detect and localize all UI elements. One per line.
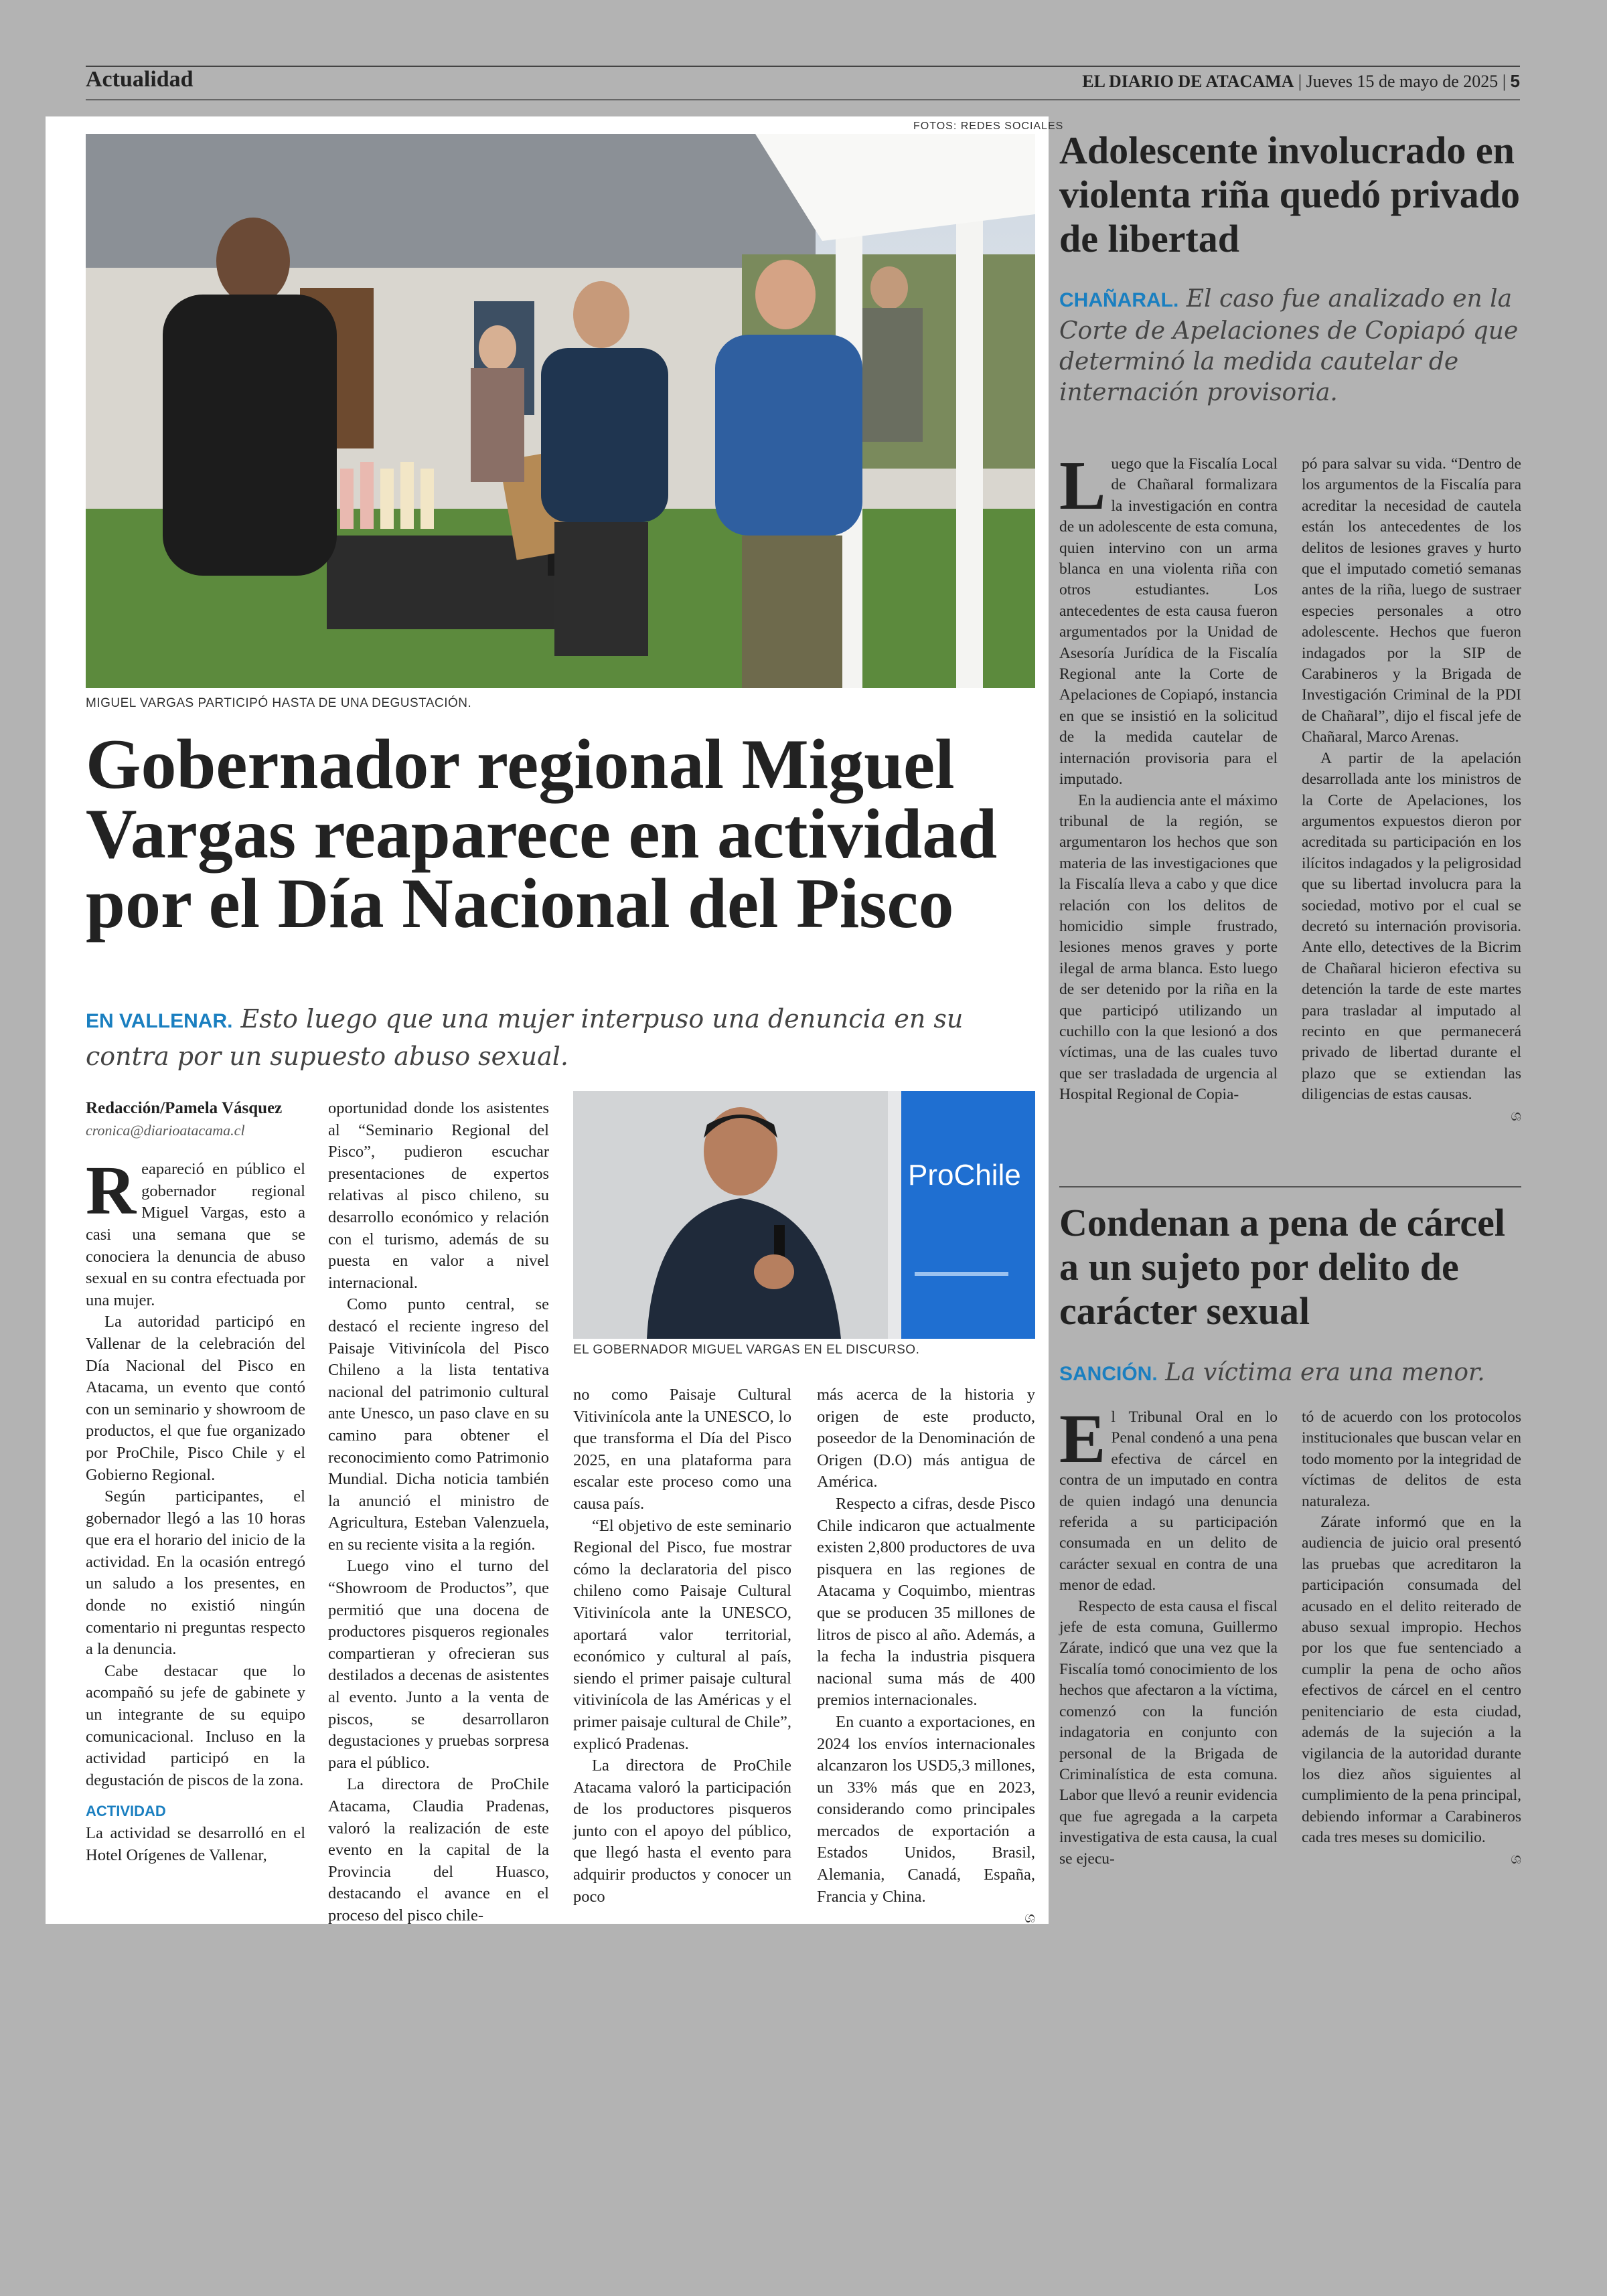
article3-lead — [1059, 1358, 1521, 1390]
byline-email: cronica@diarioatacama.cl — [86, 1121, 245, 1139]
dropcap: R — [86, 1152, 137, 1230]
paragraph: l Tribunal Oral en lo Penal condenó a una pena efectiva de cárcel en contra de un imputado en contra de quien indagó una denuncia referida a su participación consumada en un delito de carácter sexual en contra de una menor de edad. — [1059, 1408, 1278, 1594]
main-headline: Gobernador regional Miguel Vargas reaparece en actividad por el Día Nacional del Pisco — [86, 725, 998, 942]
header-bottom-rule — [86, 99, 1520, 100]
paragraph: Según participantes, el gobernador llegó a las 10 horas que era el horario del inicio de la actividad. En la ocasión entregó un saludo a los presentes, en donde no existió ningún comentario ni preguntas respecto a la denuncia. — [86, 1487, 305, 1659]
page-number: 5 — [1510, 71, 1520, 91]
section-label: Actualidad — [86, 67, 194, 92]
paragraph: A partir de la apelación desarrollada ante los ministros de la Corte de Apelaciones, los argumentos expuestos dieron por acreditada su participación en los ilícitos indagados y la peligrosidad que su libertad involucra para la sociedad, motivo por el cual se decretó su internación provisoria. Ante ello, detectives de la Bicrim de Chañaral hicieron efectiva su detención la tarde de este martes para trasladar al imputado al recinto en que permanecerá privado de libertad durante el plazo que se extiendan las diligencias de estas causas. — [1302, 749, 1521, 1104]
article2-col-2 — [1302, 454, 1521, 1127]
paragraph: La directora de ProChile Atacama valoró la participación de los productores pisqueros junto con el apoyo del público, que llegó hasta el evento para adquirir productos y conocer un poco — [573, 1756, 791, 1906]
tasting-photo-illustration — [86, 134, 1035, 688]
paragraph: Respecto a cifras, desde Pisco Chile indicaron que actualmente existen 2,800 productores de uva pisquera en las regiones de Atacama y Coquimbo, mientras que se producen 35 millones de litros de pisco al año. Además, a la fecha la industria pisquera nacional suma más de 400 premios internacionales. — [817, 1494, 1035, 1710]
main-lead-text: Esto luego que una mujer interpuso una denuncia en su contra por un supuesto abuso sexual. — [86, 1004, 964, 1071]
article2-lead — [1059, 284, 1521, 408]
paragraph: La directora de ProChile Atacama, Claudia Pradenas, valoró la realización de este evento en la capital de la Provincia del Huasco, destacando el avance en el proceso del pisco chile- — [328, 1775, 549, 1924]
article-divider — [1059, 1186, 1521, 1187]
paragraph: La autoridad participó en Vallenar de la celebración del Día Nacional del Pisco en Atacama, un evento que contó con un seminario y showroom de productos, el que fue organizado por ProChile, Pisco Chile y el Gobierno Regional. — [86, 1313, 305, 1484]
paragraph: Respecto de esta causa el fiscal jefe de esta comuna, Guillermo Zárate, indicó que una vez que la Fiscalía tomó conocimiento de los hechos que afectaron a la víctima, comenzó con la función indagatoria en conjunto con personal de la Brigada de Criminalística de esta comuna. Labor que llevó a reunir evidencia que fue agregada a la carpeta investigativa de esta causa, la cual se ejecu- — [1059, 1597, 1278, 1868]
paragraph: tó de acuerdo con los protocolos institucionales que buscan velar en todo momento por la integridad de víctimas de delitos de esta naturaleza. — [1302, 1408, 1521, 1510]
article3-kicker: SANCIÓN. — [1059, 1363, 1158, 1385]
article3-lead-text: La víctima era una menor. — [1165, 1359, 1485, 1386]
photo-credit: FOTOS: REDES SOCIALES — [913, 120, 1064, 132]
paragraph: Zárate informó que en la audiencia de juicio oral presentó las pruebas que acreditaron la participación consumada del acusado en el delito reiterado de abuso sexual impropio. Hechos por los que fue sentenciado a cumplir la pena de ocho años efectivos de cárcel en el centro penitenciario de esta ciudad, además de la sujeción a la vigilancia de la autoridad durante los diez años siguientes al cumplimiento de la pena principal, debiendo informar a Carabineros cada tres meses su domicilio. — [1302, 1513, 1521, 1847]
paragraph: En la audiencia ante el máximo tribunal de la región, se argumentaron los hechos que son materia de las investigaciones que la Fiscalía lleva a cabo y que dice relación con los delitos de homicidio simple frustrado, lesiones menos graves y porte ilegal de arma blanca. Esto luego de ser detenido por la riña en la que participó utilizando un cuchillo con la que lesionó a dos víctimas, una de las cuales tuvo que ser trasladada de urgencia al Hospital Regional de Copia- — [1059, 791, 1278, 1104]
end-mark: ශ — [1511, 1107, 1521, 1125]
tasting-photo — [86, 134, 1035, 688]
paragraph: pó para salvar su vida. “Dentro de los argumentos de la Fiscalía para acreditar la necesidad de cautela están los antecedentes de los delitos de lesiones graves y hurto que el imputado cometió semanas antes de la riña, luego de sustraer especies personales a otro adolescente. Hechos que fueron indagados por la SIP de Carabineros y la Brigada de Investigación Criminal de la PDI de Chañaral”, dijo el fiscal jefe de Chañaral, Marco Arenas. — [1302, 455, 1521, 746]
article2-lead-text: El caso fue analizado en la Corte de Apelaciones de Copiapó que determinó la medida cautelar de internación provisoria. — [1059, 285, 1519, 406]
byline: Redacción/Pamela Vásquez — [86, 1099, 283, 1117]
subhead: ACTIVIDAD — [86, 1803, 166, 1820]
dropcap: L — [1059, 447, 1106, 524]
main-col-3 — [573, 1384, 791, 1908]
prochile-banner: ProChile — [908, 1159, 1021, 1192]
main-lead — [86, 1001, 1037, 1074]
article2-headline: Adolescente involucrado en violenta riña quedó privado de libertad — [1059, 129, 1521, 260]
article3-col-2 — [1302, 1407, 1521, 1870]
paragraph: oportunidad donde los asistentes al “Seminario Regional del Pisco”, pudieron escuchar presentaciones de expertos relativas al pisco chileno, su desarrollo económico y relación con el turismo, además de su puesta en valor a nivel internacional. — [328, 1099, 549, 1292]
paragraph: En cuanto a exportaciones, en 2024 los envíos internacionales alcanzaron los USD5,3 millones, un 33% más que en 2023, considerando como principales mercados de exportación a Estados Unidos, Brasil, Alemania, Canadá, España, Francia y China. — [817, 1712, 1035, 1906]
photo-caption: MIGUEL VARGAS PARTICIPÓ HASTA DE UNA DEGUSTACIÓN. — [86, 696, 472, 710]
speech-caption: EL GOBERNADOR MIGUEL VARGAS EN EL DISCURSO. — [573, 1343, 920, 1357]
paragraph: eapareció en público el gobernador regional Miguel Vargas, esto a casi una semana que se conociera la denuncia de abuso sexual en su contra efectuada por una mujer. — [86, 1160, 305, 1309]
main-col-2 — [328, 1098, 549, 1927]
article3-col-1 — [1059, 1400, 1278, 1870]
main-col-4 — [817, 1384, 1035, 1930]
paragraph: uego que la Fiscalía Local de Chañaral formalizara la investigación en contra de un adolescente de esta comuna, quien intervino con un arma blanca en una violenta riña con otros estudiantes. Los antecedentes de esta causa fueron argumentados por la Unidad de Asesoría Jurídica de la Fiscalía Regional ante la Corte de Apelaciones de Copiapó, instancia en que se insistió en la solicitud de la medida cautelar de internación provisoria para el imputado. — [1059, 455, 1278, 789]
paragraph: La actividad se desarrolló en el Hotel Orígenes de Vallenar, — [86, 1824, 305, 1864]
main-col-1 — [86, 1098, 305, 1866]
dropcap: E — [1059, 1400, 1106, 1477]
paragraph: “El objetivo de este seminario Regional del Pisco, fue mostrar cómo la declaratoria del pisco chileno como Paisaje Cultural Vitivinícola ante la UNESCO, aportará valor territorial, económico y cultural al país, siendo el primer paisaje cultural vitivinícola de las Américas y el primer paisaje cultural de Chile”, explicó Pradenas. — [573, 1516, 791, 1753]
article2-kicker: CHAÑARAL. — [1059, 289, 1179, 311]
header-top-rule — [86, 66, 1520, 67]
speech-photo — [573, 1091, 1035, 1339]
masthead: EL DIARIO DE ATACAMA | Jueves 15 de mayo de 2025 | 5 — [1082, 71, 1520, 91]
paragraph: Cabe destacar que lo acompañó su jefe de gabinete y un integrante de su equipo comunicacional. Incluso en la actividad participó en la degustación de piscos de la zona. — [86, 1661, 305, 1789]
speech-photo-illustration — [573, 1091, 1035, 1339]
paragraph: Como punto central, se destacó el reciente ingreso del Paisaje Vitivinícola del Pisco Chileno a la lista tentativa nacional del patrimonio cultural ante Unesco, un paso clave en su camino para obtener el reconocimiento como Patrimonio Mundial. Dicha noticia también la anunció el ministro de Agricultura, Esteban Valenzuela, en su reciente visita a la región. — [328, 1295, 549, 1554]
newspaper-name: EL DIARIO DE ATACAMA — [1082, 72, 1294, 91]
main-kicker: EN VALLENAR. — [86, 1010, 233, 1032]
article3-headline: Condenan a pena de cárcel a un sujeto por delito de carácter sexual — [1059, 1201, 1505, 1333]
end-mark: ශ — [1024, 1910, 1035, 1927]
paragraph: más acerca de la historia y origen de este producto, poseedor de la Denominación de Origen (D.O) más antigua de América. — [817, 1386, 1035, 1491]
paragraph: no como Paisaje Cultural Vitivinícola ante la UNESCO, lo que transforma el Día del Pisco 2025, en una plataforma para escalar este proceso como una causa país. — [573, 1386, 791, 1513]
paragraph: Luego vino el turno del “Showroom de Productos”, que permitió que una docena de productores pisqueros regionales compartieran y ofrecieran sus destilados a decenas de asistentes al evento. Junto a la venta de piscos, se desarrollaron degustaciones y pruebas sorpresa para el público. — [328, 1557, 549, 1772]
article2-col-1 — [1059, 447, 1278, 1106]
issue-date: Jueves 15 de mayo de 2025 — [1306, 72, 1499, 91]
end-mark: ශ — [1511, 1850, 1521, 1868]
